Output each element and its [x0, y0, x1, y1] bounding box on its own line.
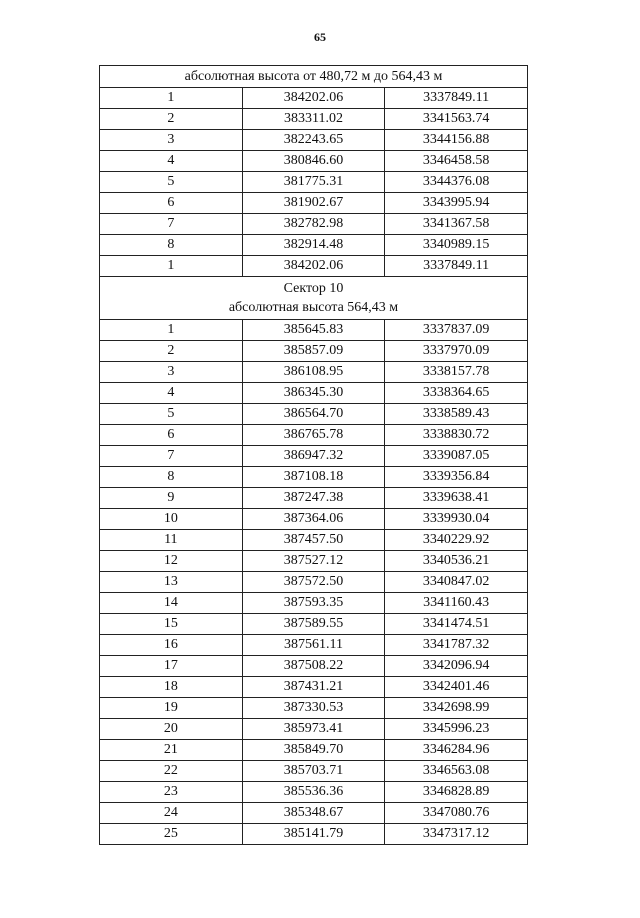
y-coordinate-cell: 3346828.89 [385, 782, 528, 803]
table-row [100, 214, 528, 235]
x-coordinate-cell: 384202.06 [242, 256, 385, 277]
y-coordinate-cell: 3340847.02 [385, 572, 528, 593]
section-header-line: абсолютная высота 564,43 м [228, 300, 399, 315]
y-coordinate-cell: 3340989.15 [385, 235, 528, 256]
y-coordinate-cell: 3339087.05 [385, 446, 528, 467]
point-number-cell: 10 [100, 509, 243, 530]
table-row [100, 719, 528, 740]
point-number-cell: 17 [100, 656, 243, 677]
table-row [100, 656, 528, 677]
y-coordinate-cell: 3341367.58 [385, 214, 528, 235]
y-coordinate-cell: 3340229.92 [385, 530, 528, 551]
x-coordinate-cell: 386108.95 [242, 362, 385, 383]
table-row [100, 593, 528, 614]
point-number-cell: 7 [100, 214, 243, 235]
point-number-cell: 15 [100, 614, 243, 635]
x-coordinate-cell: 385141.79 [242, 824, 385, 845]
y-coordinate-cell: 3339638.41 [385, 488, 528, 509]
table-row [100, 740, 528, 761]
point-number-cell: 9 [100, 488, 243, 509]
table-row [100, 172, 528, 193]
table-row [100, 530, 528, 551]
point-number-cell: 2 [100, 341, 243, 362]
table-row [100, 362, 528, 383]
x-coordinate-cell: 387561.11 [242, 635, 385, 656]
y-coordinate-cell: 3346458.58 [385, 151, 528, 172]
y-coordinate-cell: 3339356.84 [385, 467, 528, 488]
point-number-cell: 3 [100, 362, 243, 383]
table-row [100, 446, 528, 467]
x-coordinate-cell: 382243.65 [242, 130, 385, 151]
point-number-cell: 6 [100, 425, 243, 446]
x-coordinate-cell: 385703.71 [242, 761, 385, 782]
point-number-cell: 24 [100, 803, 243, 824]
point-number-cell: 21 [100, 740, 243, 761]
y-coordinate-cell: 3340536.21 [385, 551, 528, 572]
table-row [100, 551, 528, 572]
point-number-cell: 1 [100, 256, 243, 277]
point-number-cell: 8 [100, 467, 243, 488]
y-coordinate-cell: 3344156.88 [385, 130, 528, 151]
x-coordinate-cell: 385857.09 [242, 341, 385, 362]
y-coordinate-cell: 3346284.96 [385, 740, 528, 761]
x-coordinate-cell: 385645.83 [242, 320, 385, 341]
y-coordinate-cell: 3345996.23 [385, 719, 528, 740]
point-number-cell: 2 [100, 109, 243, 130]
x-coordinate-cell: 385536.36 [242, 782, 385, 803]
section-header-row [100, 66, 528, 88]
y-coordinate-cell: 3342698.99 [385, 698, 528, 719]
x-coordinate-cell: 385348.67 [242, 803, 385, 824]
x-coordinate-cell: 382914.48 [242, 235, 385, 256]
x-coordinate-cell: 386345.30 [242, 383, 385, 404]
point-number-cell: 3 [100, 130, 243, 151]
x-coordinate-cell: 385849.70 [242, 740, 385, 761]
point-number-cell: 13 [100, 572, 243, 593]
table-row [100, 698, 528, 719]
x-coordinate-cell: 383311.02 [242, 109, 385, 130]
y-coordinate-cell: 3337837.09 [385, 320, 528, 341]
point-number-cell: 5 [100, 172, 243, 193]
point-number-cell: 19 [100, 698, 243, 719]
y-coordinate-cell: 3337849.11 [385, 256, 528, 277]
point-number-cell: 1 [100, 88, 243, 109]
table-row [100, 88, 528, 109]
table-row [100, 341, 528, 362]
point-number-cell: 4 [100, 151, 243, 172]
y-coordinate-cell: 3338589.43 [385, 404, 528, 425]
table-row [100, 425, 528, 446]
section-header [100, 66, 528, 88]
table-row [100, 824, 528, 845]
point-number-cell: 8 [100, 235, 243, 256]
y-coordinate-cell: 3341563.74 [385, 109, 528, 130]
point-number-cell: 1 [100, 320, 243, 341]
y-coordinate-cell: 3338830.72 [385, 425, 528, 446]
coordinates-table [99, 65, 528, 845]
table-row [100, 256, 528, 277]
y-coordinate-cell: 3343995.94 [385, 193, 528, 214]
x-coordinate-cell: 387431.21 [242, 677, 385, 698]
table-row [100, 109, 528, 130]
table-row [100, 383, 528, 404]
x-coordinate-cell: 387364.06 [242, 509, 385, 530]
x-coordinate-cell: 387508.22 [242, 656, 385, 677]
x-coordinate-cell: 387593.35 [242, 593, 385, 614]
table-row [100, 320, 528, 341]
y-coordinate-cell: 3344376.08 [385, 172, 528, 193]
table-row [100, 614, 528, 635]
x-coordinate-cell: 386947.32 [242, 446, 385, 467]
table-row [100, 761, 528, 782]
y-coordinate-cell: 3342401.46 [385, 677, 528, 698]
y-coordinate-cell: 3341160.43 [385, 593, 528, 614]
section-header-row [100, 277, 528, 320]
point-number-cell: 25 [100, 824, 243, 845]
table-row [100, 803, 528, 824]
table-row [100, 782, 528, 803]
y-coordinate-cell: 3347317.12 [385, 824, 528, 845]
section-header-line: Сектор 10 [283, 281, 344, 296]
table-row [100, 488, 528, 509]
table-row [100, 467, 528, 488]
point-number-cell: 7 [100, 446, 243, 467]
point-number-cell: 12 [100, 551, 243, 572]
point-number-cell: 11 [100, 530, 243, 551]
y-coordinate-cell: 3342096.94 [385, 656, 528, 677]
x-coordinate-cell: 382782.98 [242, 214, 385, 235]
table-row [100, 130, 528, 151]
table-row [100, 677, 528, 698]
table-row [100, 404, 528, 425]
table-row [100, 635, 528, 656]
x-coordinate-cell: 386564.70 [242, 404, 385, 425]
page-number: 65 [314, 30, 326, 44]
x-coordinate-cell: 387589.55 [242, 614, 385, 635]
x-coordinate-cell: 387330.53 [242, 698, 385, 719]
y-coordinate-cell: 3341474.51 [385, 614, 528, 635]
x-coordinate-cell: 386765.78 [242, 425, 385, 446]
section-header-line: абсолютная высота от 480,72 м до 564,43 м [184, 69, 443, 84]
table-row [100, 151, 528, 172]
point-number-cell: 14 [100, 593, 243, 614]
x-coordinate-cell: 387457.50 [242, 530, 385, 551]
y-coordinate-cell: 3339930.04 [385, 509, 528, 530]
table-row [100, 509, 528, 530]
y-coordinate-cell: 3346563.08 [385, 761, 528, 782]
table-row [100, 572, 528, 593]
y-coordinate-cell: 3337970.09 [385, 341, 528, 362]
point-number-cell: 18 [100, 677, 243, 698]
x-coordinate-cell: 387527.12 [242, 551, 385, 572]
point-number-cell: 4 [100, 383, 243, 404]
y-coordinate-cell: 3338364.65 [385, 383, 528, 404]
y-coordinate-cell: 3347080.76 [385, 803, 528, 824]
section-header [100, 277, 528, 320]
point-number-cell: 5 [100, 404, 243, 425]
x-coordinate-cell: 387247.38 [242, 488, 385, 509]
x-coordinate-cell: 384202.06 [242, 88, 385, 109]
y-coordinate-cell: 3338157.78 [385, 362, 528, 383]
table-row [100, 193, 528, 214]
y-coordinate-cell: 3341787.32 [385, 635, 528, 656]
point-number-cell: 16 [100, 635, 243, 656]
point-number-cell: 20 [100, 719, 243, 740]
x-coordinate-cell: 387108.18 [242, 467, 385, 488]
x-coordinate-cell: 387572.50 [242, 572, 385, 593]
point-number-cell: 22 [100, 761, 243, 782]
x-coordinate-cell: 381775.31 [242, 172, 385, 193]
table-row [100, 235, 528, 256]
point-number-cell: 6 [100, 193, 243, 214]
y-coordinate-cell: 3337849.11 [385, 88, 528, 109]
x-coordinate-cell: 381902.67 [242, 193, 385, 214]
x-coordinate-cell: 385973.41 [242, 719, 385, 740]
x-coordinate-cell: 380846.60 [242, 151, 385, 172]
coordinates-table-body [100, 66, 528, 845]
point-number-cell: 23 [100, 782, 243, 803]
